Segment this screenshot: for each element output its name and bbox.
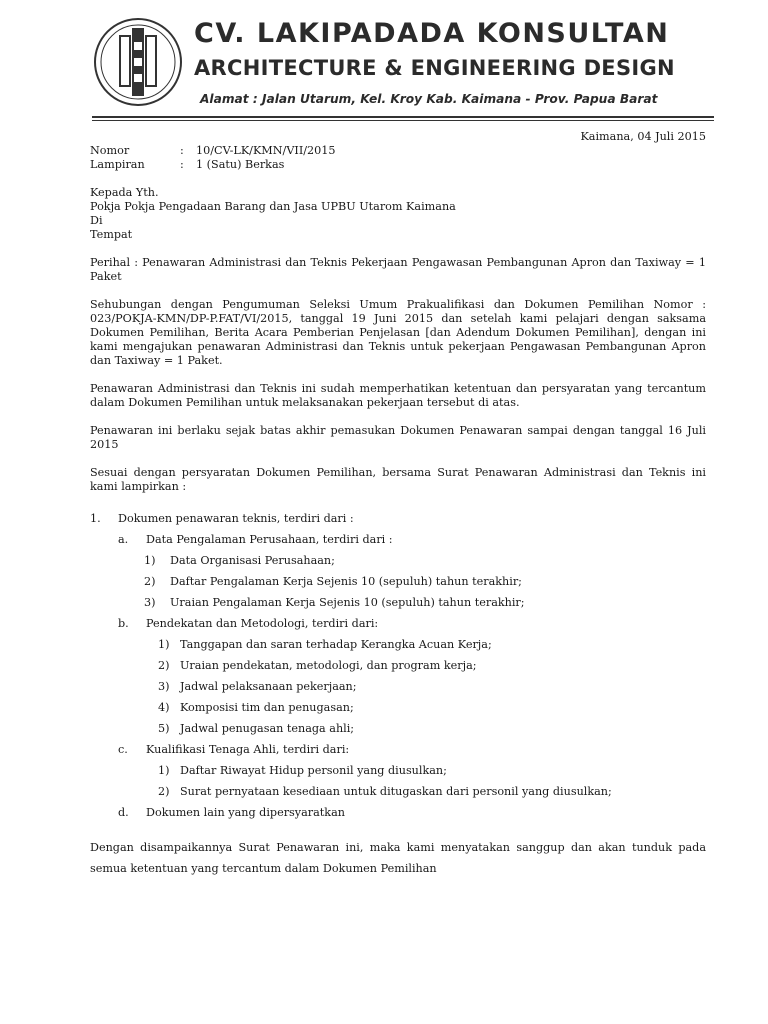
meta-lampiran: Lampiran : 1 (Satu) Berkas — [90, 158, 285, 171]
header-rule-thin — [92, 120, 714, 121]
attachment-list — [90, 508, 706, 823]
list-item: 3) Uraian Pengalaman Kerja Sejenis 10 (sepuluh) tahun terakhir; — [144, 596, 525, 609]
company-subtitle: ARCHITECTURE & ENGINEERING DESIGN — [194, 56, 675, 80]
header-rule — [92, 116, 714, 118]
list-item: d. Dokumen lain yang dipersyaratkan — [118, 806, 345, 819]
subject-line: Perihal : Penawaran Administrasi dan Teknis Pekerjaan Pengawasan Pembangunan Apron dan Taxiway = 1 Paket — [90, 256, 706, 283]
meta-lampiran-value: 1 (Satu) Berkas — [196, 158, 285, 171]
list-item: b. Pendekatan dan Metodologi, terdiri dari: — [118, 617, 379, 630]
recipient: Kepada Yth. Pokja Pokja Pengadaan Barang dan Jasa UPBU Utarom Kaimana Di Tempat — [90, 186, 456, 241]
letter-body — [90, 130, 706, 879]
list-item: 2) Daftar Pengalaman Kerja Sejenis 10 (sepuluh) tahun terakhir; — [144, 575, 522, 588]
list-item: a. Data Pengalaman Perusahaan, terdiri dari : — [118, 533, 393, 546]
list-item: 1) Daftar Riwayat Hidup personil yang diusulkan; — [158, 764, 447, 777]
meta-nomor: Nomor : 10/CV-LK/KMN/VII/2015 — [90, 144, 336, 157]
list-item: 3) Jadwal pelaksanaan pekerjaan; — [158, 680, 357, 693]
company-logo — [92, 16, 184, 108]
list-item: 5) Jadwal penugasan tenaga ahli; — [158, 722, 355, 735]
closing-paragraph: Dengan disampaikannya Surat Penawaran ini, maka kami menyatakan sanggup dan akan tunduk pada semua ketentuan yang tercantum dalam Dokumen Pemilihan — [90, 841, 706, 875]
list-item: c. Kualifikasi Tenaga Ahli, terdiri dari: — [118, 743, 350, 756]
list-item: 1) Tanggapan dan saran terhadap Kerangka Acuan Kerja; — [158, 638, 492, 651]
letterhead — [88, 10, 718, 128]
list-item: 2) Surat pernyataan kesediaan untuk ditugaskan dari personil yang diusulkan; — [158, 785, 612, 798]
company-name: CV. LAKIPADADA KONSULTAN — [194, 18, 670, 49]
company-address: Alamat : Jalan Utarum, Kel. Kroy Kab. Kaimana - Prov. Papua Barat — [200, 92, 658, 106]
paragraph-4: Sesuai dengan persyaratan Dokumen Pemilihan, bersama Surat Penawaran Administrasi dan Teknis ini kami lampirkan : — [90, 466, 706, 493]
paragraph-2: Penawaran Administrasi dan Teknis ini sudah memperhatikan ketentuan dan persyaratan yang tercantum dalam Dokumen Pemilihan untuk melaksanakan pekerjaan tersebut di atas. — [90, 382, 706, 409]
paragraph-1: Sehubungan dengan Pengumuman Seleksi Umum Prakualifikasi dan Dokumen Pemilihan Nomor : 023/POKJA-KMN/DP-P.FAT/VI/2015, tanggal 19 Juni 2015 dan setelah kami pelajari dengan saksama Dokumen Pemilihan, Berita Acara Pemberian Penjelasan [dan Adendum Dokumen Pemilihan], dengan ini kami mengajukan penawaran Administrasi dan Teknis untuk pekerjaan Pengawasan Pembangunan Apron dan Taxiway = 1 Paket. — [90, 298, 706, 367]
list-item: 4) Komposisi tim dan penugasan; — [158, 701, 354, 714]
list-item: 1) Data Organisasi Perusahaan; — [144, 554, 335, 567]
letter-date: Kaimana, 04 Juli 2015 — [580, 130, 706, 143]
list-item: 1. Dokumen penawaran teknis, terdiri dari : — [90, 512, 354, 525]
paragraph-3: Penawaran ini berlaku sejak batas akhir pemasukan Dokumen Penawaran sampai dengan tanggal 16 Juli 2015 — [90, 424, 706, 451]
meta-nomor-value: 10/CV-LK/KMN/VII/2015 — [196, 144, 336, 157]
list-item: 2) Uraian pendekatan, metodologi, dan program kerja; — [158, 659, 477, 672]
